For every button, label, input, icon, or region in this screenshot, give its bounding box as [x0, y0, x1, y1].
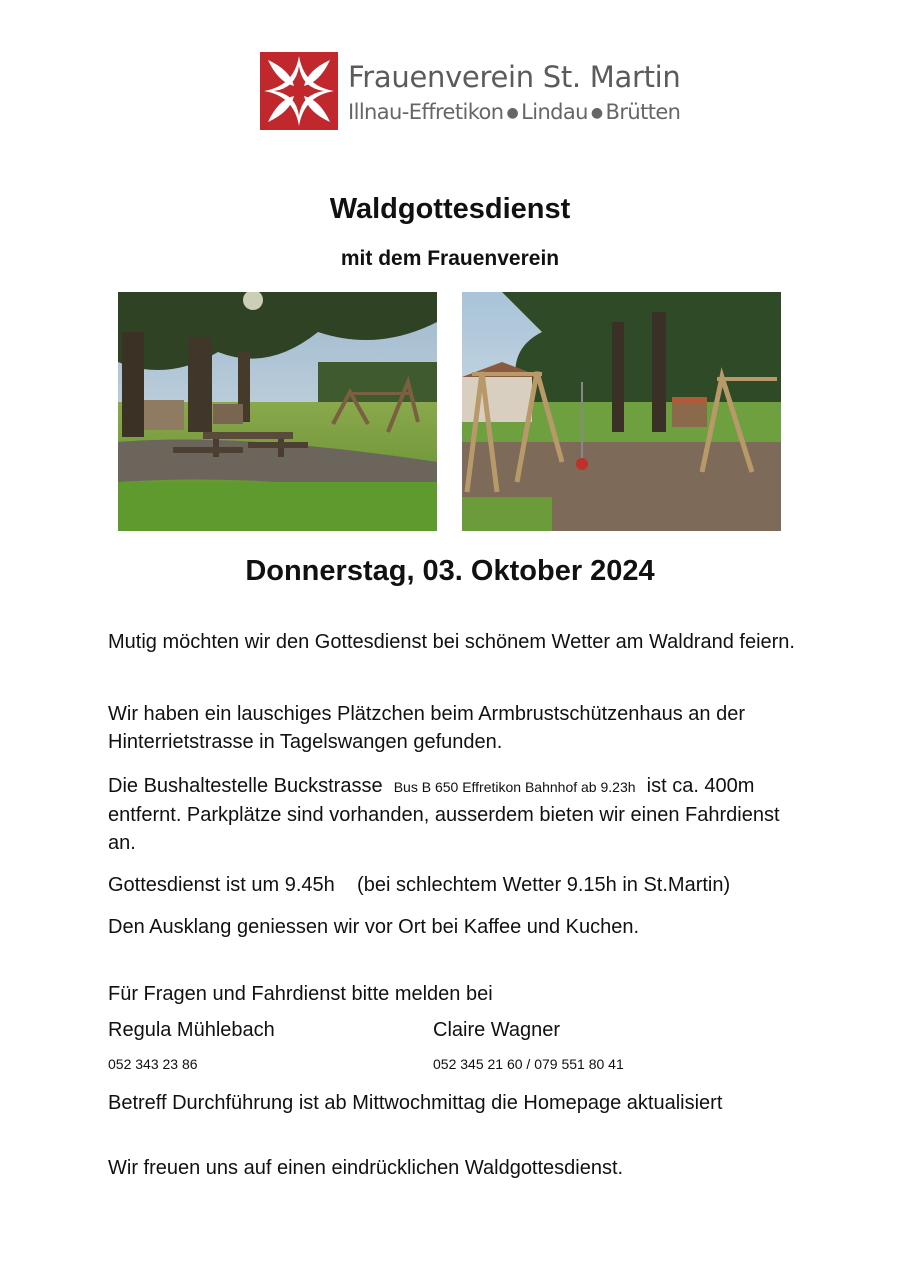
bullet-separator: ● [506, 105, 519, 121]
logo-place: Brütten [605, 100, 681, 124]
paragraph-coffee: Den Ausklang geniessen wir vor Ort bei Kaffee und Kuchen. [108, 916, 640, 938]
bad-weather-note: (bei schlechtem Wetter 9.15h in St.Martin) [357, 874, 731, 896]
update-note: Betreff Durchführung ist ab Mittwochmittag die Homepage aktualisiert [108, 1092, 723, 1114]
event-date: Donnerstag, 03. Oktober 2024 [245, 555, 655, 587]
bus-line-text: Bus B 650 Effretikon Bahnhof ab 9.23h [393, 779, 636, 795]
logo-places [348, 99, 680, 126]
paragraph-intro: Mutig möchten wir den Gottesdienst bei schönem Wetter am Waldrand feiern. [108, 631, 795, 653]
bus-stop-text: Die Bushaltestelle Buckstrasse [108, 775, 383, 797]
paragraph-time [108, 871, 808, 899]
distance-text: ist ca. 400m entfernt. Parkplätze sind vorhanden, ausserdem bieten wir einen Fahrdienst an. [108, 775, 780, 854]
contact-phone: 052 345 21 60 / 079 551 80 41 [433, 1056, 624, 1072]
closing-line: Wir freuen uns auf einen eindrücklichen Waldgottesdienst. [108, 1157, 624, 1179]
logo-place: Lindau [521, 100, 588, 124]
photo-swings [462, 292, 781, 531]
photo-picnic-area [118, 292, 437, 531]
contact-name: Claire Wagner [433, 1019, 561, 1041]
logo-name: Frauenverein St. Martin [348, 60, 681, 94]
event-title: Waldgottesdienst [329, 193, 571, 225]
contact-name: Regula Mühlebach [108, 1019, 275, 1041]
logo-mark-icon [260, 52, 338, 130]
contact-intro: Für Fragen und Fahrdienst bitte melden bei [108, 983, 493, 1005]
association-logo [260, 52, 680, 132]
logo-place: Illnau-Effretikon [348, 100, 504, 124]
service-time: Gottesdienst ist um 9.45h [108, 874, 335, 896]
event-subtitle: mit dem Frauenverein [340, 247, 560, 270]
bullet-separator: ● [590, 105, 603, 121]
contact-phone: 052 343 23 86 [108, 1056, 198, 1072]
paragraph-location: Wir haben ein lauschiges Plätzchen beim Armbrustschützenhaus an der Hinterrietstrasse in Tagelswangen gefunden. [108, 703, 746, 753]
paragraph-transport [108, 772, 808, 857]
